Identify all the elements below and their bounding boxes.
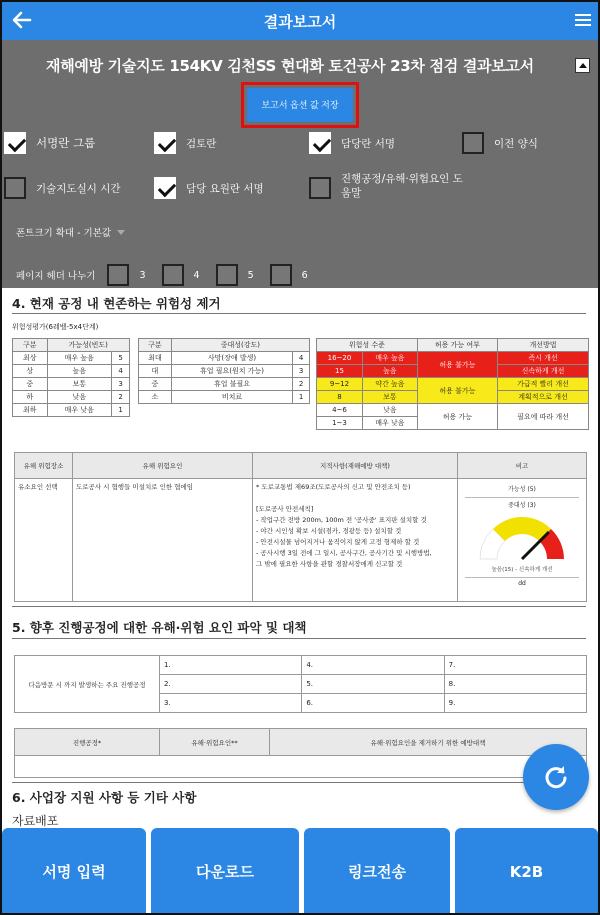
table-header: 비고 xyxy=(458,453,587,479)
hazard-table xyxy=(14,452,587,602)
table-cell: 최하 xyxy=(13,404,48,417)
table-header: 위험성 수준 xyxy=(317,339,418,352)
hazard-factor[interactable]: 도로공사 시 협행들 미설치로 인한 협에임 xyxy=(73,479,253,602)
table-header: 유해·위험요인을 제거하기 위한 예방대책 xyxy=(270,729,587,756)
table-cell: 5 xyxy=(112,352,130,365)
note-likelihood: 가능성 (5) xyxy=(508,486,536,493)
table-cell: 2 xyxy=(293,378,310,391)
table-header: 허용 가능 여부 xyxy=(417,339,497,352)
table-cell: 사망(장애 발생) xyxy=(171,352,293,365)
app-bar xyxy=(2,2,598,40)
option-manager-signature[interactable] xyxy=(309,132,395,154)
page-split-checkbox-6[interactable] xyxy=(270,264,292,286)
table-cell: 낮음 xyxy=(362,404,417,417)
divider xyxy=(12,638,586,639)
measure-line: [도로공사 안전세칙] xyxy=(256,505,314,513)
page-header-split xyxy=(16,264,312,286)
divider xyxy=(12,313,586,314)
table-cell: 4 xyxy=(293,352,310,365)
table-cell: 하 xyxy=(13,391,48,404)
page-split-checkbox-5[interactable] xyxy=(216,264,238,286)
checkbox-checked[interactable] xyxy=(309,132,331,154)
table-cell: 4~6 xyxy=(317,404,363,417)
table-cell: 휴업 불필요 xyxy=(171,378,293,391)
table-row xyxy=(317,404,589,417)
report-title: 재해예방 기술지도 154KV 김천SS 현대화 토건공사 23차 점검 결과보고서 xyxy=(46,57,534,75)
page-split-number: 3 xyxy=(139,269,146,281)
checkbox-checked[interactable] xyxy=(154,132,176,154)
table-cell: 중 xyxy=(139,378,172,391)
table-cell: 대 xyxy=(139,365,172,378)
table-row xyxy=(15,479,587,602)
process-cell-4[interactable]: 4. xyxy=(302,656,444,675)
refresh-icon xyxy=(542,763,570,791)
option-signature-group[interactable] xyxy=(4,132,95,154)
link-send-button[interactable]: 링크전송 xyxy=(304,828,450,915)
table-cell: 매우 높음 xyxy=(362,352,417,365)
page-split-label: 페이지 헤더 나누기 xyxy=(16,271,96,282)
process-cell-8[interactable]: 8. xyxy=(444,675,586,694)
process-cell-3[interactable]: 3. xyxy=(160,694,302,713)
option-label: 기술지도실시 시간 xyxy=(36,182,121,195)
table-row xyxy=(13,365,130,378)
severity-table xyxy=(138,338,310,404)
table-cell: 보통 xyxy=(47,378,112,391)
table-cell: 휴업 필요(원치 가능) xyxy=(171,365,293,378)
option-label: 서명란 그룹 xyxy=(36,136,96,150)
section-6-text: 자료배포 xyxy=(12,814,59,828)
measure-line xyxy=(256,493,454,504)
table-header: 구분 xyxy=(139,339,172,352)
table-cell: 3 xyxy=(112,378,130,391)
table-cell: 1 xyxy=(112,404,130,417)
risk-gauge xyxy=(472,509,572,563)
refresh-button[interactable] xyxy=(523,744,589,810)
table-cell: 15 xyxy=(317,365,363,378)
table-row xyxy=(15,756,587,778)
checkbox-unchecked[interactable] xyxy=(4,177,26,199)
bottom-action-bar xyxy=(2,828,598,915)
table-row xyxy=(13,391,130,404)
option-previous-format[interactable] xyxy=(462,132,538,154)
table-cell: 1~3 xyxy=(317,417,363,430)
divider xyxy=(12,606,586,607)
measure-line: - 안전시설물 넘어지거나 움직이지 않게 고정 형제하 할 것 xyxy=(256,538,420,546)
page-split-number: 5 xyxy=(247,269,254,281)
checkbox-unchecked[interactable] xyxy=(462,132,484,154)
table-cell: 허용 불가능 xyxy=(417,378,497,404)
option-label: 검토란 xyxy=(186,137,217,150)
table-cell: 신속하게 개선 xyxy=(498,365,589,378)
section-4-title: 4. 현재 공정 내 현존하는 위험성 제거 xyxy=(12,296,221,311)
table-cell: 높음 xyxy=(362,365,417,378)
table-cell: 높음 xyxy=(47,365,112,378)
table-cell: 허용 불가능 xyxy=(417,352,497,378)
likelihood-table xyxy=(12,338,130,417)
option-process-help[interactable] xyxy=(309,172,463,200)
table-cell: 가급적 빨리 개선 xyxy=(498,378,589,391)
table-cell: 3 xyxy=(293,365,310,378)
process-cell-5[interactable]: 5. xyxy=(302,675,444,694)
table-cell: 보통 xyxy=(362,391,417,404)
note-risk-result: 높음(15) - 신속하게 개선 xyxy=(491,567,553,573)
measure-line: * 도로교통법 제69조(도로공사의 신고 및 안전조치 등) xyxy=(256,483,411,491)
table-cell: 낮음 xyxy=(47,391,112,404)
hamburger-menu-icon[interactable] xyxy=(574,11,592,29)
note-severity: 중대성 (3) xyxy=(508,502,536,509)
checkbox-checked[interactable] xyxy=(4,132,26,154)
measure-line: 그 밖에 필요한 사항을 관할 경찰서장에게 신고할 것 xyxy=(256,560,403,568)
table-row xyxy=(13,378,130,391)
font-size-select[interactable] xyxy=(16,225,125,239)
table-cell: 비치료 xyxy=(171,391,293,404)
table-row xyxy=(139,378,310,391)
table-row xyxy=(13,404,130,417)
table-cell: 상 xyxy=(13,365,48,378)
table-row xyxy=(317,378,589,391)
risk-assessment-subtitle: 위험성평가(6레벨-5x4단계) xyxy=(12,323,99,331)
hazard-place[interactable]: 유소요인 선택 xyxy=(15,479,73,602)
option-guidance-time[interactable] xyxy=(4,177,120,199)
table-cell: 매우 높음 xyxy=(47,352,112,365)
save-button-highlight xyxy=(241,82,359,128)
table-header: 유해 위험장소 xyxy=(15,453,73,479)
table-cell: 2 xyxy=(112,391,130,404)
table-row xyxy=(139,352,310,365)
page-split-number: 6 xyxy=(301,269,308,281)
table-cell: 매우 낮음 xyxy=(47,404,112,417)
option-label-cont: 움말 xyxy=(341,187,362,199)
process-cell-6[interactable]: 6. xyxy=(302,694,444,713)
report-document xyxy=(2,288,598,828)
table-row xyxy=(139,365,310,378)
table-cell: 8 xyxy=(317,391,363,404)
table-cell: 계획적으로 개선 xyxy=(498,391,589,404)
measure-line: - 작업구간 전방 200m, 100m 전 '공사중' 표지판 설치할 것 xyxy=(256,516,427,524)
table-cell: 허용 가능 xyxy=(417,404,497,430)
signature-input-button[interactable]: 서명 입력 xyxy=(2,828,146,915)
process-cell-2[interactable]: 2. xyxy=(160,675,302,694)
process-cell-7[interactable]: 7. xyxy=(444,656,586,675)
process-cell-9[interactable]: 9. xyxy=(444,694,586,713)
checkbox-unchecked[interactable] xyxy=(309,177,331,199)
risk-level-table xyxy=(316,338,589,430)
table-header: 지적사항(재해예방 대책) xyxy=(253,453,458,479)
table-header: 구분 xyxy=(13,339,48,352)
next-process-table xyxy=(14,655,587,713)
table-cell: 매우 낮음 xyxy=(362,417,417,430)
table-header: 유해 위험요인 xyxy=(73,453,253,479)
checkbox-checked[interactable] xyxy=(154,177,176,199)
option-staff-signature[interactable] xyxy=(154,177,264,199)
collapse-toggle-button[interactable] xyxy=(575,58,590,73)
section-6-title: 6. 사업장 지원 사항 등 기타 사항 xyxy=(12,790,197,805)
table-cell: 소 xyxy=(139,391,172,404)
table-cell[interactable] xyxy=(15,756,587,778)
table-header: 유해·위험요인** xyxy=(160,729,270,756)
table-cell: 필요에 따라 개선 xyxy=(498,404,589,430)
table-header: 중대성(강도) xyxy=(171,339,309,352)
note-text: dd xyxy=(518,580,526,587)
option-label: 담당 요원란 서명 xyxy=(186,182,264,195)
table-row xyxy=(317,352,589,365)
report-options-panel xyxy=(2,40,598,288)
table-cell: 최상 xyxy=(13,352,48,365)
option-label: 진행공정/유해·위험요인 도 xyxy=(341,173,463,185)
table-cell: 16~20 xyxy=(317,352,363,365)
option-label: 담당란 서명 xyxy=(341,137,396,150)
dropdown-arrow-icon xyxy=(117,230,125,235)
table-cell: 9~12 xyxy=(317,378,363,391)
page-split-checkbox-4[interactable] xyxy=(162,264,184,286)
k2b-button[interactable]: K2B xyxy=(455,828,598,915)
option-label: 이전 양식 xyxy=(494,137,538,150)
process-cell-1[interactable]: 1. xyxy=(160,656,302,675)
page-split-checkbox-3[interactable] xyxy=(107,264,129,286)
page-title: 결과보고서 xyxy=(263,13,337,31)
download-button[interactable]: 다운로드 xyxy=(151,828,299,915)
page-split-number: 4 xyxy=(193,269,200,281)
next-process-label: 다음방문 시 까지 발생하는 주요 진행공정 xyxy=(15,656,160,713)
process-hazard-table xyxy=(14,728,587,778)
table-cell: 중 xyxy=(13,378,48,391)
table-header: 개선방법 xyxy=(498,339,589,352)
table-header: 진행공정* xyxy=(15,729,160,756)
measure-line: - 야간 시인성 확보 시설(점카, 경광등 등) 설치할 것 xyxy=(256,527,402,535)
table-row xyxy=(13,352,130,365)
hazard-note xyxy=(458,479,587,602)
option-review[interactable] xyxy=(154,132,216,154)
table-cell: 4 xyxy=(112,365,130,378)
divider xyxy=(12,782,586,783)
hazard-measures[interactable] xyxy=(253,479,458,602)
measure-line: - 공사시행 3일 전에 그 일시, 공사구간, 공사기간 및 시행방법, xyxy=(256,549,432,557)
table-cell: 최대 xyxy=(139,352,172,365)
table-cell: 즉시 개선 xyxy=(498,352,589,365)
table-header: 가능성(빈도) xyxy=(47,339,129,352)
section-5-title: 5. 향후 진행공정에 대한 유해·위험 요인 파악 및 대책 xyxy=(12,620,307,635)
table-cell: 약간 높음 xyxy=(362,378,417,391)
font-size-label: 폰트크기 확대 - 기본값 xyxy=(16,228,112,239)
save-options-button[interactable]: 보고서 옵션 값 저장 xyxy=(247,88,353,122)
table-cell: 1 xyxy=(293,391,310,404)
table-row xyxy=(139,391,310,404)
